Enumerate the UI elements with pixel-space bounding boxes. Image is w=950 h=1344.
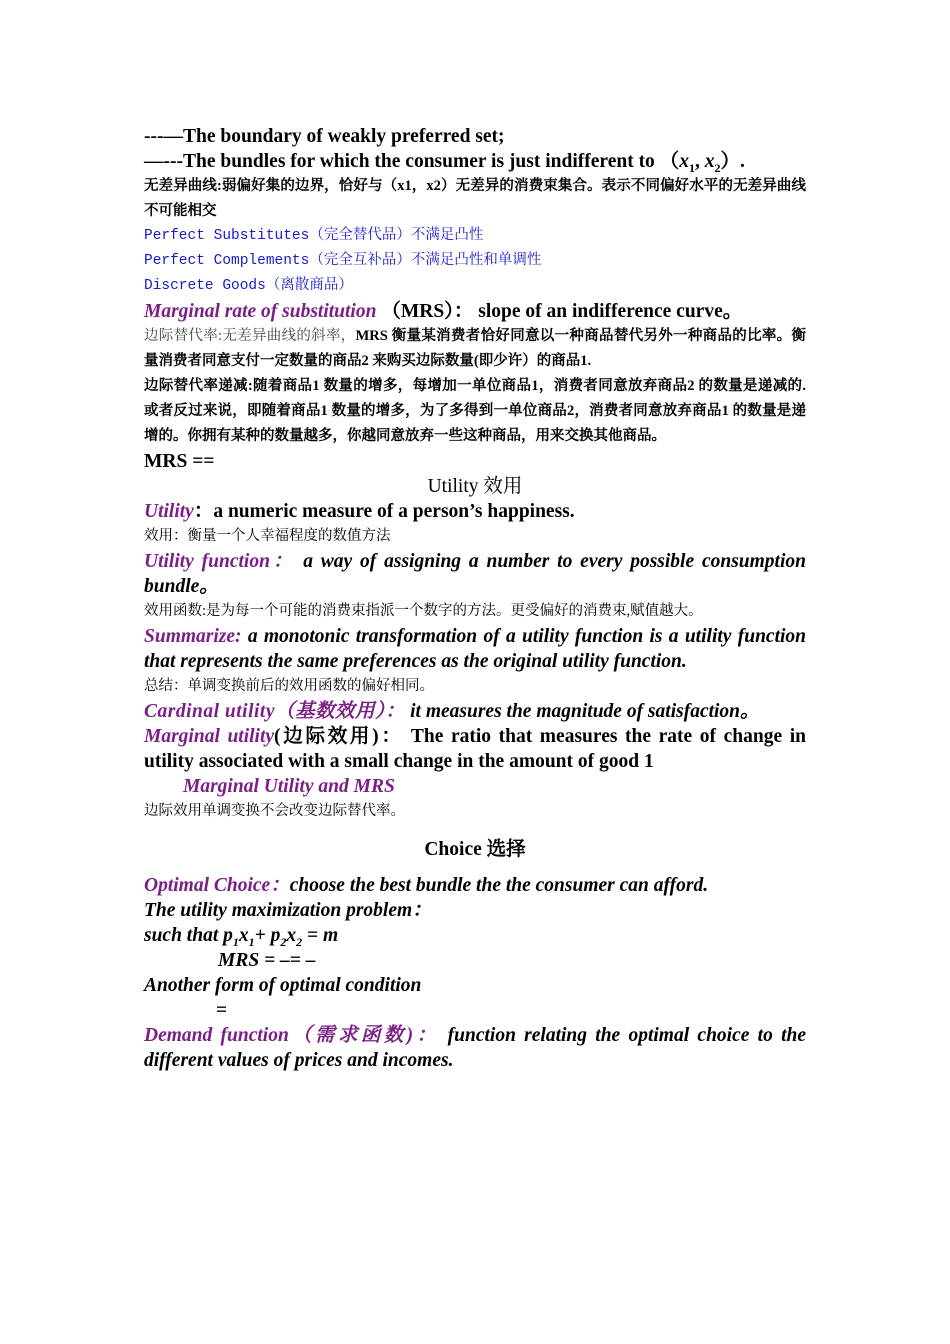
marginal-utility-term: Marginal utility — [144, 726, 275, 747]
choice-heading-en: Choice — [424, 839, 482, 860]
utility-function-definition — [144, 549, 806, 599]
equals-sign-line: = — [216, 1000, 228, 1021]
marginal-utility-text: The ratio that measures the rate of change in utility associated with a small change in the amount of good 1 — [144, 726, 806, 772]
p1-symbol: p — [223, 925, 233, 946]
summarize-text: a monotonic transformation of a utility function is a utility function that represents the same preferences as the original utility function. — [144, 626, 806, 672]
x1-sub: 1 — [248, 934, 255, 949]
choice-heading — [144, 837, 806, 862]
mrs-diminishing-paragraph: 边际替代率递减:随着商品1 数量的增多，每增加一单位商品1，消费者同意放弃商品2 的数量是递减的. 或者反过来说，即随着商品1 数量的增多，为了多得到一单位商品2，消费者同意放弃商品1 的数量是递增的。你拥有某种的数量越多，你越同意放弃一些这种商品，用来交换其他商品。 — [144, 378, 806, 444]
closing: ）. — [720, 151, 745, 172]
indifferent-bundles-text: —---The bundles for which the consumer is just indifferent to （ — [144, 151, 680, 172]
x2-subscript: 2 — [714, 160, 721, 175]
mrs-definition — [144, 299, 806, 324]
p2-sub: 2 — [280, 934, 287, 949]
cardinal-utility-paragraph — [144, 699, 806, 724]
equals-m: = m — [302, 925, 339, 946]
utility-term: Utility — [144, 501, 194, 522]
demand-function-paragraph — [144, 1023, 806, 1073]
indifference-curve-cn: 无差异曲线:弱偏好集的边界，恰好与（x1，x2）无差异的消费束集合。表示不同偏好水平的无差异曲线不可能相交 — [144, 178, 806, 219]
utility-function-term: Utility function： — [144, 551, 296, 572]
utility-definition-text: ：a numeric measure of a person’s happiness. — [193, 501, 575, 522]
comma: , — [694, 151, 700, 172]
utility-heading-en: Utility — [427, 476, 479, 497]
perfect-substitutes-line: Perfect Substitutes（完全替代品）不满足凸性 — [144, 228, 484, 244]
utility-max-problem: The utility maximization problem： — [144, 900, 432, 921]
marginal-utility-paren: (边际效用)： — [274, 726, 404, 747]
summarize-cn: 总结：单调变换前后的效用函数的偏好相同。 — [144, 678, 434, 694]
indifferent-bundles-line — [144, 149, 806, 174]
utility-function-cn: 效用函数:是为每一个可能的消费束指派一个数字的方法。更受偏好的消费束,赋值越大。 — [144, 603, 703, 619]
x1-symbol: x — [238, 925, 249, 946]
optimal-choice-line — [144, 873, 806, 898]
mu-mrs-cn: 边际效用单调变换不会改变边际替代率。 — [144, 803, 405, 819]
mu-mrs-subheading: Marginal Utility and MRS — [183, 776, 395, 797]
another-form-line: Another form of optimal condition — [144, 975, 422, 996]
utility-heading — [144, 474, 806, 499]
summarize-term: Summarize: — [144, 626, 242, 647]
x1-subscript: 1 — [688, 160, 695, 175]
summarize-paragraph — [144, 624, 806, 674]
marginal-utility-paragraph — [144, 724, 806, 774]
utility-heading-cn: 效用 — [483, 476, 523, 497]
perfect-complements-line: Perfect Complements（完全互补品）不满足凸性和单调性 — [144, 253, 542, 269]
mrs-term: Marginal rate of substitution — [144, 301, 377, 322]
weak-preferred-boundary-line: ---—The boundary of weakly preferred set; — [144, 126, 505, 147]
such-that: such that — [144, 925, 224, 946]
optimal-choice-text: choose the best bundle the the consumer can afford. — [289, 875, 709, 896]
demand-function-text: function relating the optimal choice to the different values of prices and incomes. — [144, 1025, 806, 1071]
x2-symbol: x — [704, 151, 715, 172]
mrs-equation: MRS == — [144, 451, 215, 472]
mrs-cn-lead: 边际替代率:无差异曲线的斜率， — [144, 328, 356, 344]
utility-definition — [144, 499, 806, 524]
mrs-optimal-condition: MRS = –= – — [218, 950, 316, 971]
optimal-choice-term: Optimal Choice： — [144, 875, 290, 896]
document-page — [144, 124, 806, 1073]
choice-heading-cn: 选择 — [486, 839, 526, 860]
utility-function-text: a way of assigning a number to every possible consumption bundle。 — [144, 551, 806, 597]
utility-cn: 效用：衡量一个人幸福程度的数值方法 — [144, 528, 391, 544]
x2-symbol: x — [286, 925, 297, 946]
plus-sign: + — [254, 925, 271, 946]
x2-sub: 2 — [296, 934, 303, 949]
demand-function-term: Demand function（需求函数)： — [144, 1025, 440, 1046]
mrs-cn-rest: MRS 衡量某消费者恰好同意以一种商品替代另外一种商品的比率。衡量消费者同意支付一定数量的商品2 来购买边际数量(即少许）的商品1. — [144, 328, 806, 369]
cardinal-utility-text: it measures the magnitude of satisfaction。 — [405, 701, 760, 722]
budget-constraint — [144, 923, 806, 948]
mrs-cn-paragraph — [144, 324, 806, 374]
discrete-goods-line: Discrete Goods（离散商品） — [144, 278, 353, 294]
p2-symbol: p — [270, 925, 281, 946]
x1-symbol: x — [679, 151, 689, 172]
cardinal-utility-term: Cardinal utility（基数效用）： — [144, 701, 406, 722]
p1-sub: 1 — [232, 934, 239, 949]
mrs-definition-text: （MRS）： slope of an indifference curve。 — [381, 301, 743, 322]
